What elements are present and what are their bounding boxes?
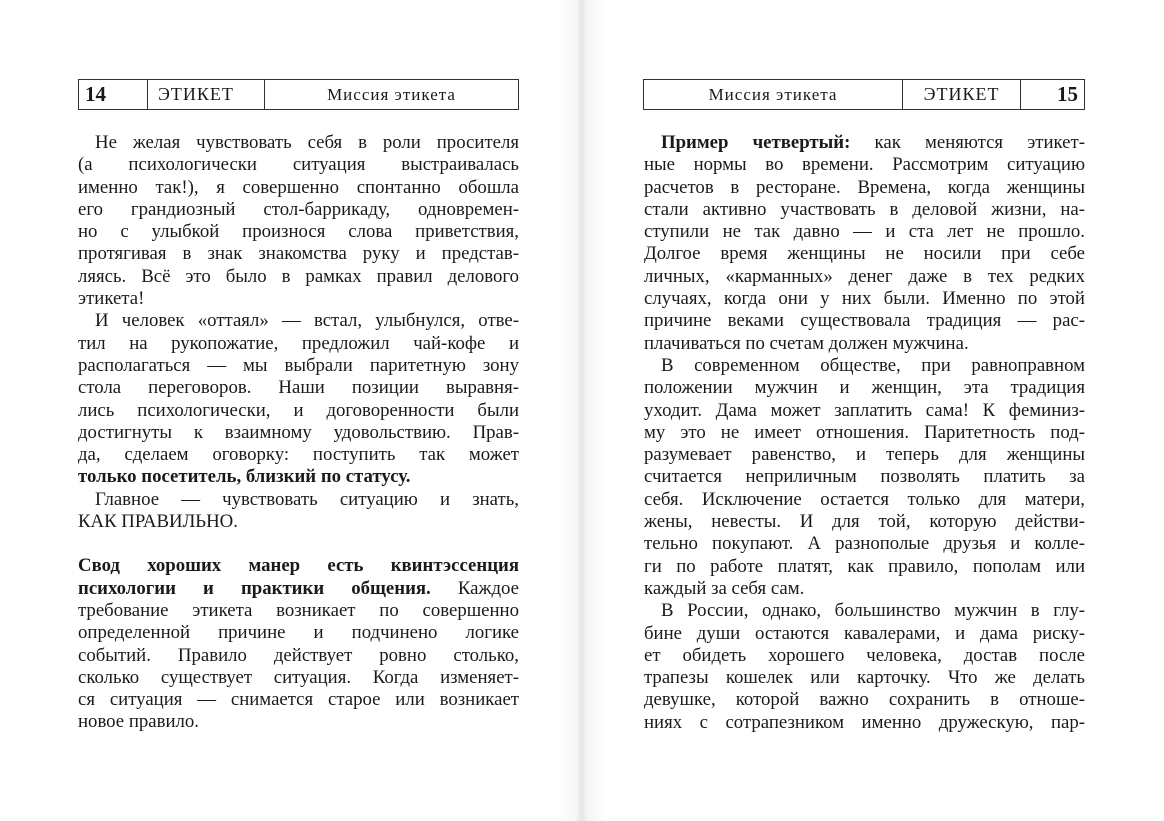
paragraph-gap	[78, 533, 519, 555]
mixed-text-line	[78, 578, 519, 600]
right-page	[582, 0, 1164, 821]
right-page-text	[644, 132, 1085, 734]
text-line: му это не имеет отношения. Паритетность под-	[644, 421, 1085, 443]
text-line: жены, невесты. И для той, которую действи-	[644, 511, 1085, 533]
text-line: тил на рукопожатие, предложил чай-кофе и	[78, 332, 519, 354]
text-line: девушке, которой важно сохранить в отноше-	[644, 689, 1085, 711]
text-line: В современном обществе, при равноправном	[661, 354, 1085, 376]
text-line: Долгое время женщины не носили при себе	[644, 243, 1085, 265]
section-name: ЭТИКЕТ	[902, 80, 1020, 109]
text-line: плачиваться по счетам должен мужчина.	[644, 332, 969, 354]
text-line: этикета!	[78, 288, 145, 310]
text-line: ет обидеть хорошего человека, достав после	[644, 644, 1085, 666]
text-line: случаях, когда они у них были. Именно по этой	[644, 288, 1085, 310]
chapter-title: Миссия этикета	[264, 80, 518, 109]
page-number: 15	[1020, 80, 1084, 109]
text-fragment: как меняются этикет-	[874, 132, 1085, 153]
text-line: Главное — чувствовать ситуацию и знать,	[95, 488, 519, 510]
bold-text: Пример четвертый:	[661, 132, 851, 153]
text-line: бине души остаются кавалерами, и дама риску-	[644, 622, 1085, 644]
text-line: расчетов в ресторане. Времена, когда женщины	[644, 176, 1085, 198]
text-line: располагаться — мы выбрали паритетную зону	[78, 354, 519, 376]
text-line: положении мужчин и женщин, эта традиция	[644, 377, 1085, 399]
page-number: 14	[85, 82, 106, 106]
text-line: разумевает равенство, и теперь для женщины	[644, 444, 1085, 466]
text-line: новое правило.	[78, 711, 199, 733]
text-fragment: Каждое	[457, 577, 519, 599]
text-line: ляясь. Всё это было в рамках правил делового	[78, 265, 519, 287]
text-line: (а психологически ситуация выстраивалась	[78, 154, 519, 176]
section-name: ЭТИКЕТ	[147, 80, 264, 109]
text-line: ся ситуация — снимается старое или возникает	[78, 689, 519, 711]
text-line: событий. Правило действует ровно столько,	[78, 644, 519, 666]
left-page-text	[78, 132, 519, 734]
text-line: лись психологически, и договоренности были	[78, 399, 519, 421]
text-line: тельно покупают. А разнополые друзья и колле-	[644, 533, 1085, 555]
text-line: КАК ПРАВИЛЬНО.	[78, 511, 238, 533]
text-line: Не желая чувствовать себя в роли просителя	[95, 132, 519, 153]
text-line: считается неприличным позволять платить за	[644, 466, 1085, 488]
text-line: причине веками существовала традиция — рас-	[644, 310, 1085, 332]
text-line: но с улыбкой произнося слова приветствия,	[78, 221, 519, 243]
chapter-title: Миссия этикета	[708, 84, 838, 104]
bold-text: психологии и практики общения.	[78, 577, 431, 599]
bold-text-line	[78, 555, 519, 577]
text-line: личных, «карманных» денег даже в тех редких	[644, 265, 1085, 287]
text-line: определенной причине и подчинено логике	[78, 622, 519, 644]
mixed-text-line	[644, 132, 1085, 154]
left-page-header	[78, 79, 519, 110]
bold-text-line	[78, 466, 519, 488]
text-line: трапезы кошелек или карточку. Что же делать	[644, 667, 1085, 689]
text-line: ные нормы во времени. Рассмотрим ситуацию	[644, 154, 1085, 176]
text-line: стали активно участвовать в деловой жизни, на-	[644, 198, 1085, 220]
text-line: ступили не так давно — и ста лет не прошло.	[644, 221, 1085, 243]
text-line: достигнуты к взаимному удовольствию. Прав-	[78, 421, 519, 443]
text-line: В России, однако, большинство мужчин в глу-	[661, 600, 1085, 622]
bold-text: только посетитель, близкий по статусу.	[78, 466, 411, 488]
text-line: его грандиозный стол-баррикаду, одновремен-	[78, 198, 519, 220]
text-line: протягивая в знак знакомства руку и представ-	[78, 243, 519, 265]
text-line: именно так!), я совершенно спонтанно обошла	[78, 176, 519, 198]
text-line: да, сделаем оговорку: поступить так может	[78, 444, 519, 466]
text-line: сколько существует ситуация. Когда изменяет-	[78, 666, 519, 688]
text-line: И человек «оттаял» — встал, улыбнулся, отве-	[95, 310, 519, 332]
text-line: уходит. Дама может заплатить сама! К феминиз-	[644, 399, 1085, 421]
text-line: ниях с сотрапезником именно дружескую, пар-	[644, 711, 1085, 733]
text-line: каждый за себя сам.	[644, 577, 805, 599]
right-page-header	[643, 79, 1085, 110]
text-line: требование этикета возникает по совершенно	[78, 599, 519, 621]
text-line: ги по работе платят, как правило, пополам или	[644, 555, 1085, 577]
text-line: стола переговоров. Наши позиции выравня-	[78, 377, 519, 399]
bold-text: Свод хороших манер есть квинтэссенция	[78, 555, 519, 577]
text-line: себя. Исключение остается только для матери,	[644, 488, 1085, 510]
